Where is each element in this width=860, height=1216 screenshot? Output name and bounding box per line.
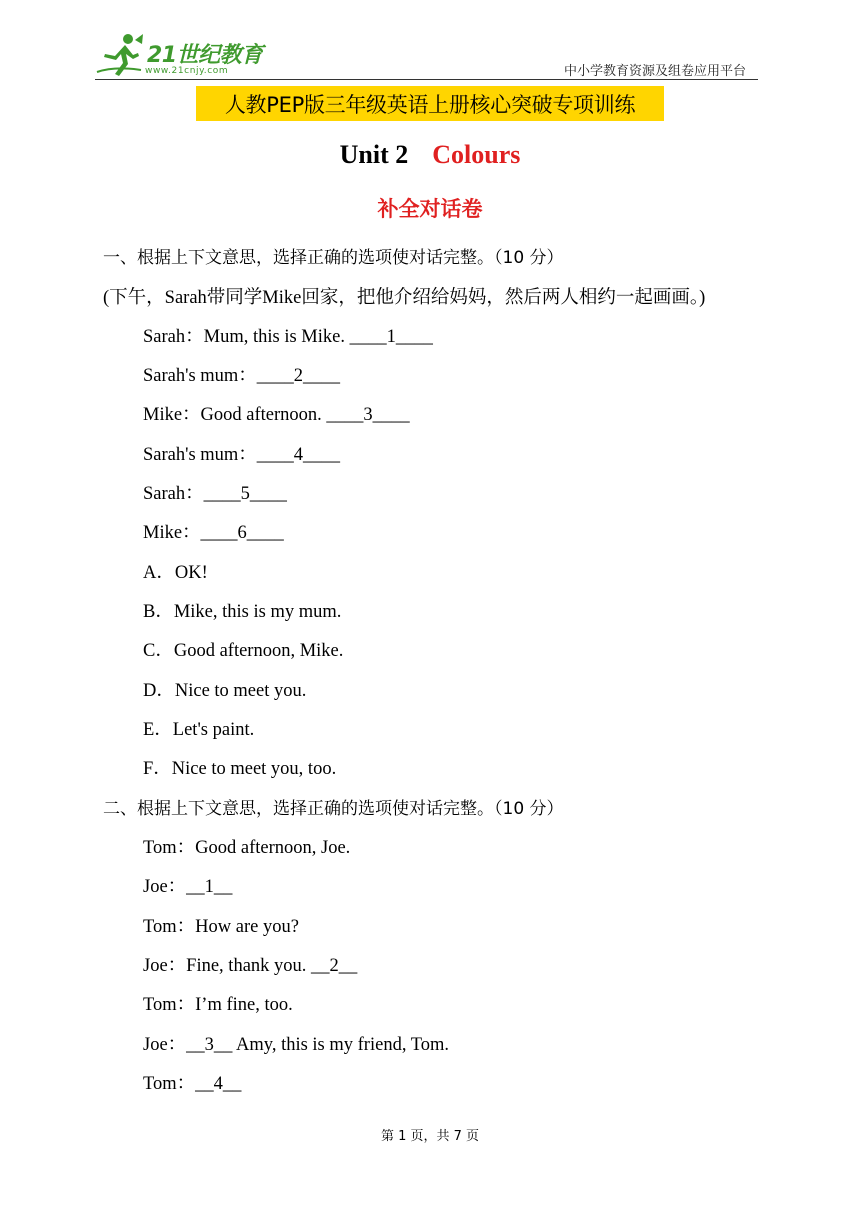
platform-name: 中小学教育资源及组卷应用平台 [563, 64, 746, 79]
logo [95, 32, 265, 80]
title-banner [196, 86, 664, 121]
dialogue-line: Tom：How are you? [143, 917, 299, 937]
dialogue-line: Sarah：____5____ [143, 484, 287, 504]
dialogue-line: Joe：__1__ [143, 877, 233, 897]
dialogue-line: Tom：I’m fine, too. [143, 995, 293, 1015]
dialogue-line: Mike：____6____ [143, 523, 284, 543]
page-header [95, 30, 760, 82]
page-number: 第 1 页，共 7 页 [380, 1129, 480, 1144]
section2-heading: 二、根据上下文意思，选择正确的选项使对话完整。（10 分） [103, 799, 564, 819]
dialogue-line: Sarah：Mum, this is Mike. ____1____ [143, 327, 433, 347]
worksheet-subtitle: 补全对话卷 [377, 197, 483, 221]
option-b: B．Mike, this is my mum. [143, 602, 342, 622]
dialogue-line: Tom：Good afternoon, Joe. [143, 838, 351, 858]
option-c: C．Good afternoon, Mike. [143, 641, 344, 661]
runner-logo-icon [95, 32, 145, 80]
section1-heading: 一、根据上下文意思，选择正确的选项使对话完整。（10 分） [103, 248, 564, 268]
option-f: F．Nice to meet you, too. [143, 759, 337, 779]
option-a: A．OK! [143, 563, 208, 583]
banner-title: 人教PEP版三年级英语上册核心突破专项训练 [224, 93, 636, 117]
option-e: E．Let's paint. [143, 720, 255, 740]
dialogue-line: Sarah's mum：____2____ [143, 366, 341, 386]
dialogue-line: Mike：Good afternoon. ____3____ [143, 405, 410, 425]
dialogue-line: Joe：Fine, thank you. __2__ [143, 956, 358, 976]
unit-title [0, 140, 860, 170]
option-d: D．Nice to meet you. [143, 681, 307, 701]
unit-name: Colours [432, 140, 521, 169]
section1-context: (下午，Sarah带同学Mike回家，把他介绍给妈妈，然后两人相约一起画画。) [103, 288, 706, 308]
logo-url: www.21cnjy.com [145, 66, 229, 76]
unit-number: Unit 2 [339, 140, 409, 169]
dialogue-line: Sarah's mum：____4____ [143, 445, 341, 465]
dialogue-line: Tom：__4__ [143, 1074, 242, 1094]
logo-brand: 21世纪教育 [147, 43, 263, 68]
dialogue-line: Joe：__3__ Amy, this is my friend, Tom. [143, 1035, 450, 1055]
header-divider [95, 79, 758, 80]
